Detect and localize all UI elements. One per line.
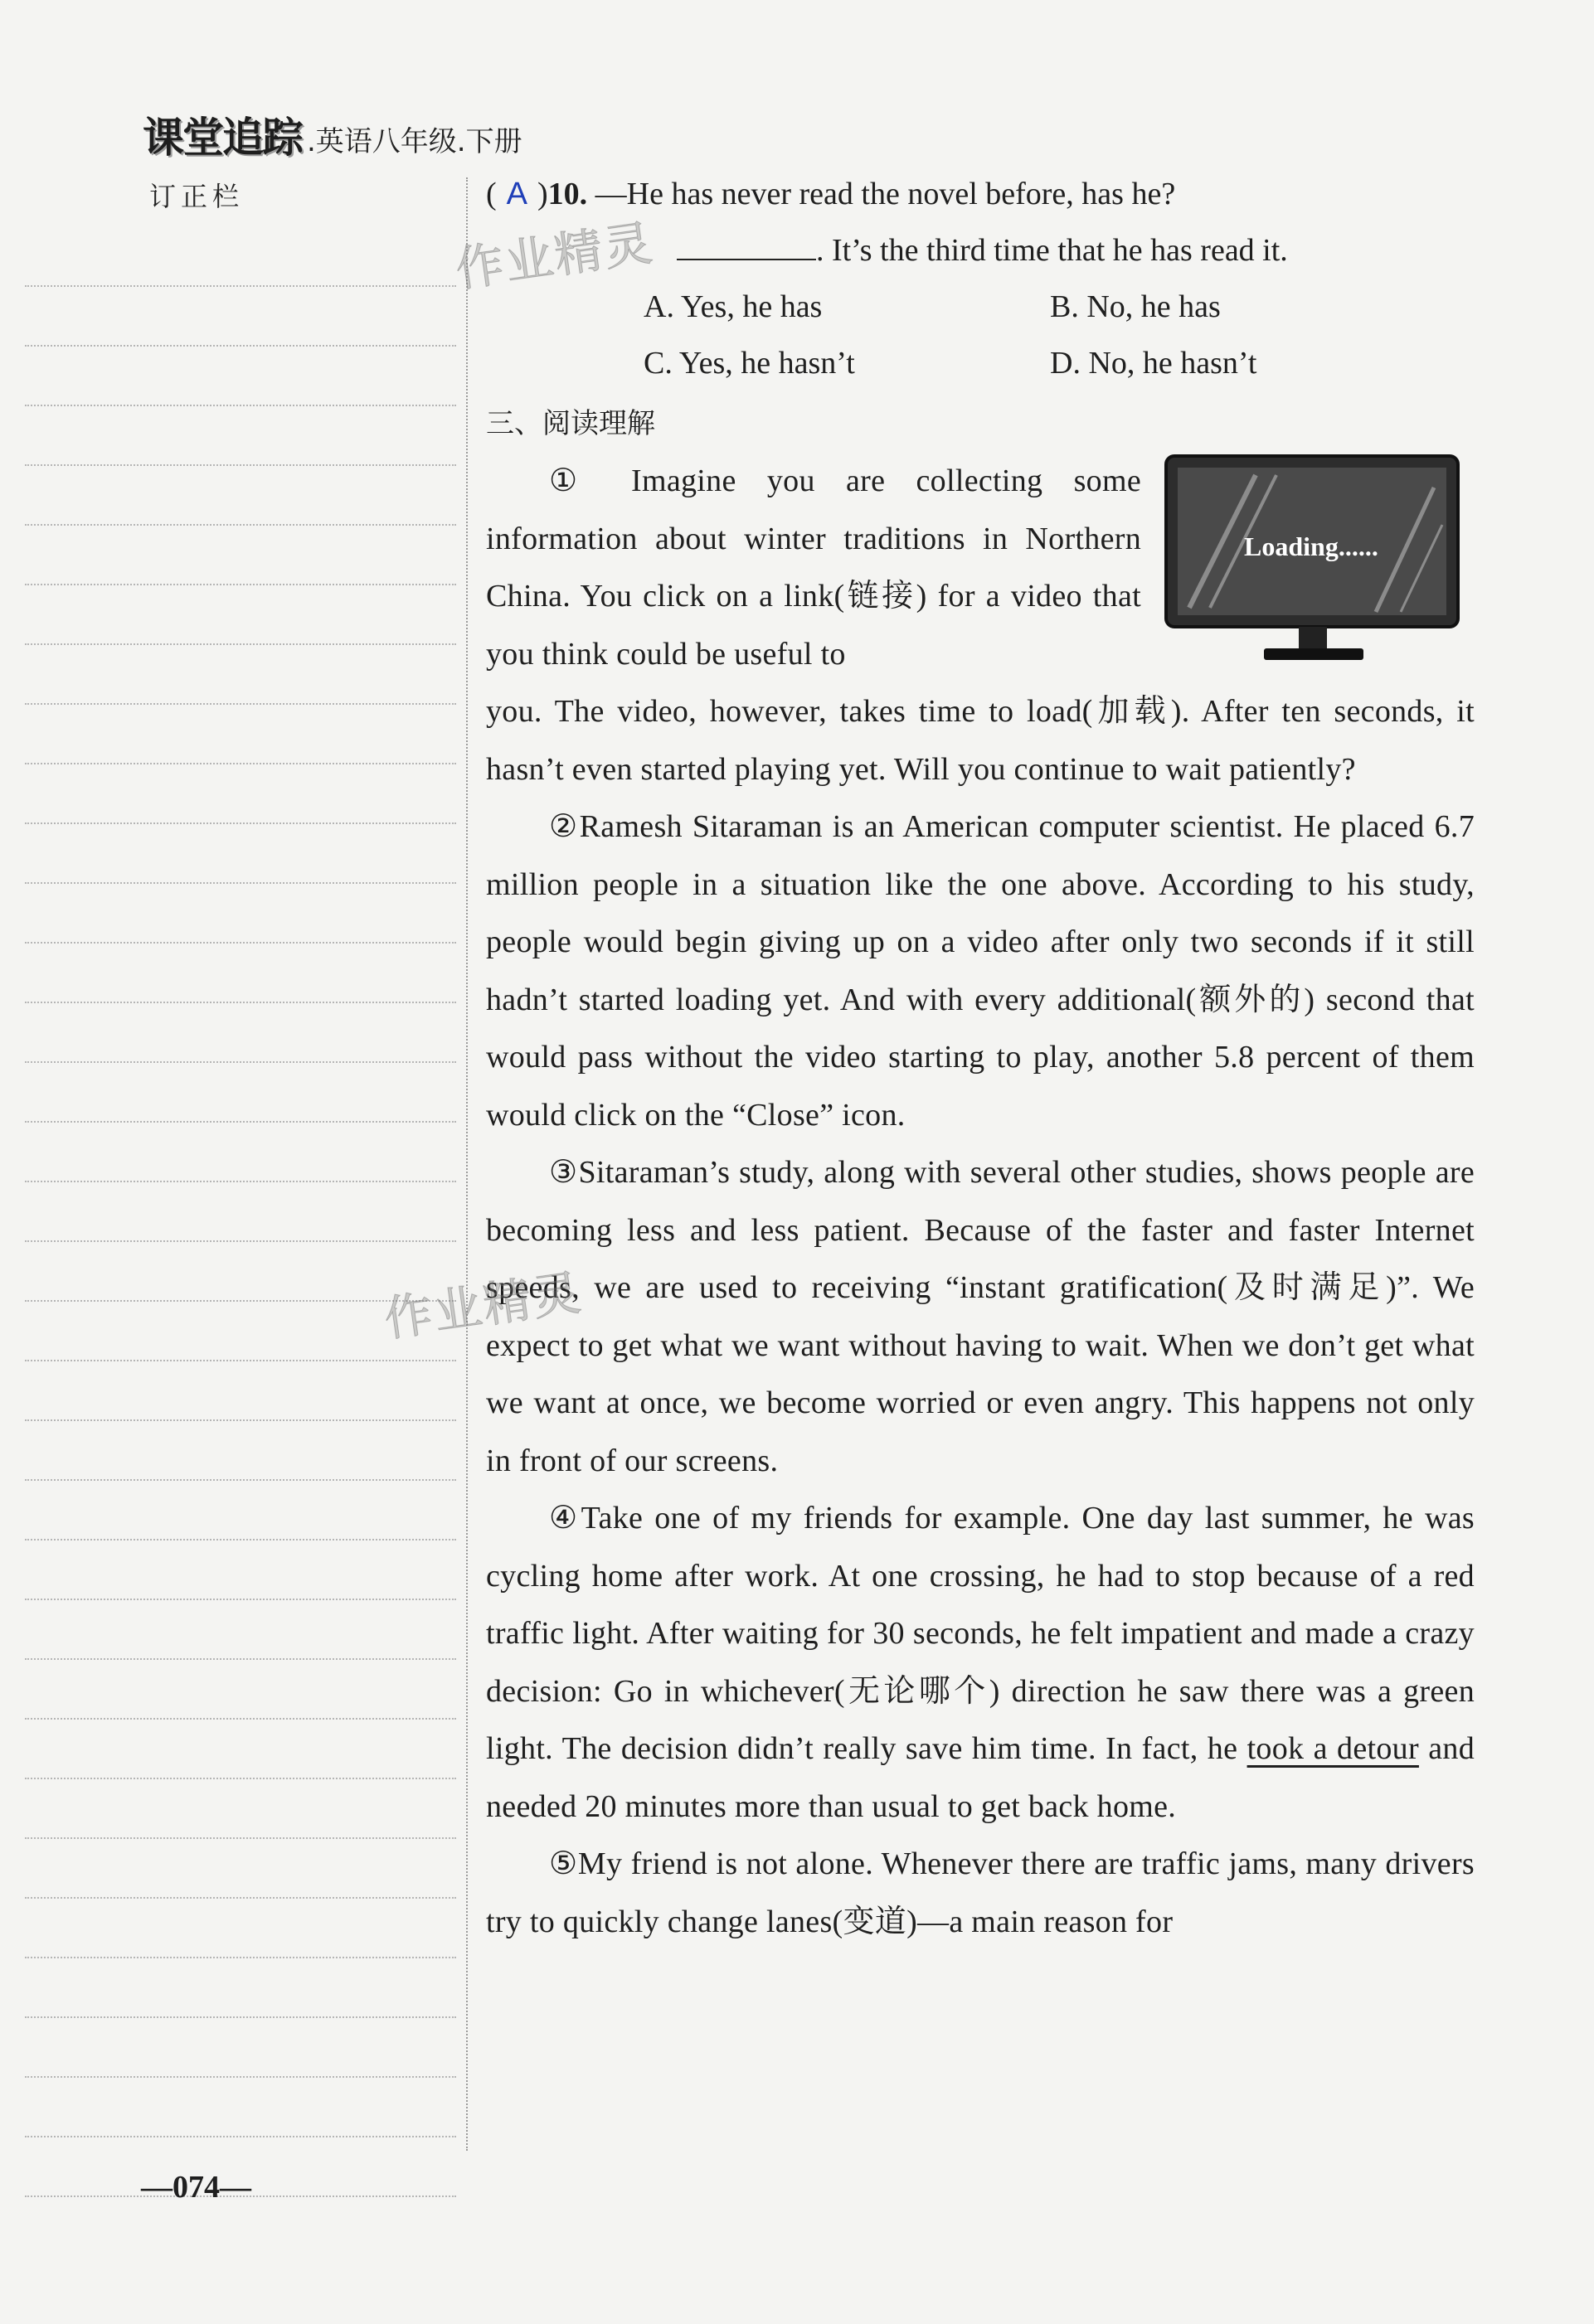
correction-line xyxy=(25,2136,456,2137)
correction-line xyxy=(25,1778,456,1779)
correction-line xyxy=(25,1897,456,1899)
correction-line xyxy=(25,285,456,287)
question-line-1: —He has never read the novel before, has he? xyxy=(595,177,1176,211)
brand-logo: 课堂追踪 xyxy=(143,114,302,162)
main-content xyxy=(486,166,1475,1951)
paragraph-4-text-a: ④Take one of my friends for example. One day last summer, he was cycling home after work. At one crossing, he had to stop because of a red traffic light. After waiting for 30 seconds, he felt impatient and made a crazy decision: Go in whichever(无论哪个) direction he saw there was a green light. The decision didn’t really save him time. In fact, he xyxy=(486,1501,1475,1766)
correction-line xyxy=(25,763,456,764)
correction-line xyxy=(25,1181,456,1182)
paragraph-1-lead: ① Imagine you are collecting some information about winter traditions in Northern China. You click on a link(链接) for a video that you think could be useful to xyxy=(486,463,1141,672)
loading-monitor-illustration xyxy=(1164,454,1463,670)
correction-line xyxy=(25,1718,456,1720)
option-c: C. Yes, he hasn’t xyxy=(644,346,855,381)
paragraph-5: ⑤My friend is not alone. Whenever there are traffic jams, many drivers try to quickly change lanes(变道)—a main reason for xyxy=(486,1846,1475,1939)
correction-line xyxy=(25,942,456,944)
correction-line xyxy=(25,2076,456,2078)
correction-line xyxy=(25,464,456,466)
correction-line xyxy=(25,524,456,526)
column-divider xyxy=(466,177,468,2151)
book-subtitle: .英语八年级.下册 xyxy=(307,125,522,158)
correction-line xyxy=(25,1957,456,1958)
correction-line xyxy=(25,1479,456,1481)
answer-close-paren: ) xyxy=(537,177,548,211)
correction-column-label: 订正栏 xyxy=(149,181,245,212)
paragraph-3: ③Sitaraman’s study, along with several other studies, shows people are becoming less and less patient. Because of the faster and faster Internet speeds, we are used to receiving “instant gratification(及时满足)”. We expect to get what we want without having to wait. When we don’t get what we want at once, we become worried or even angry. This happens not only in front of our screens. xyxy=(486,1155,1475,1478)
page-number: —074— xyxy=(141,2170,251,2205)
paragraph-1-rest: you. The video, however, takes time to load(加载). After ten seconds, it hasn’t even started playing yet. Will you continue to wait patiently? xyxy=(486,694,1475,787)
correction-line xyxy=(25,345,456,347)
correction-line xyxy=(25,2016,456,2018)
correction-line xyxy=(25,1539,456,1540)
option-b: B. No, he has xyxy=(1050,289,1221,324)
correction-line xyxy=(25,1061,456,1063)
correction-line xyxy=(25,1419,456,1421)
correction-line xyxy=(25,405,456,406)
correction-line xyxy=(25,882,456,884)
section-title: 三、阅读理解 xyxy=(486,407,655,440)
answer-open-paren: ( xyxy=(486,177,497,211)
correction-line xyxy=(25,1121,456,1123)
correction-line xyxy=(25,703,456,705)
answer-blank xyxy=(677,229,816,260)
underlined-phrase: took a detour xyxy=(1247,1731,1419,1766)
option-a: A. Yes, he has xyxy=(644,289,823,324)
correction-line xyxy=(25,1658,456,1660)
loading-text: Loading...... xyxy=(1244,531,1378,561)
watermark-top: 作业精灵 xyxy=(452,214,658,298)
correction-line xyxy=(25,1360,456,1361)
correction-line xyxy=(25,1240,456,1242)
paragraph-2: ②Ramesh Sitaraman is an American computer scientist. He placed 6.7 million people in a situation like the one above. According to his study, people would begin giving up on a video after only two seconds if it still hadn’t started loading yet. And with every additional(额外的) second that would pass without the video starting to play, another 5.8 percent of them would click on the “Close” icon. xyxy=(486,809,1475,1133)
paragraph-4-text-b: and needed 20 minutes more than usual to get back home. xyxy=(486,1731,1475,1824)
watermark-middle: 作业精灵 xyxy=(381,1264,586,1348)
correction-line xyxy=(25,1599,456,1600)
paragraph-4 xyxy=(486,1490,1475,1836)
question-line-2: . It’s the third time that he has read it. xyxy=(816,233,1288,268)
correction-line xyxy=(25,1837,456,1839)
page-header xyxy=(143,98,522,164)
correction-line xyxy=(25,643,456,645)
question-10-options xyxy=(644,279,1475,391)
handwritten-answer: A xyxy=(506,177,528,211)
correction-line xyxy=(25,822,456,824)
correction-line xyxy=(25,1002,456,1003)
correction-column-lines xyxy=(25,224,456,2156)
correction-line xyxy=(25,584,456,585)
option-d: D. No, he hasn’t xyxy=(1050,346,1257,381)
question-number: 10. xyxy=(547,177,588,211)
